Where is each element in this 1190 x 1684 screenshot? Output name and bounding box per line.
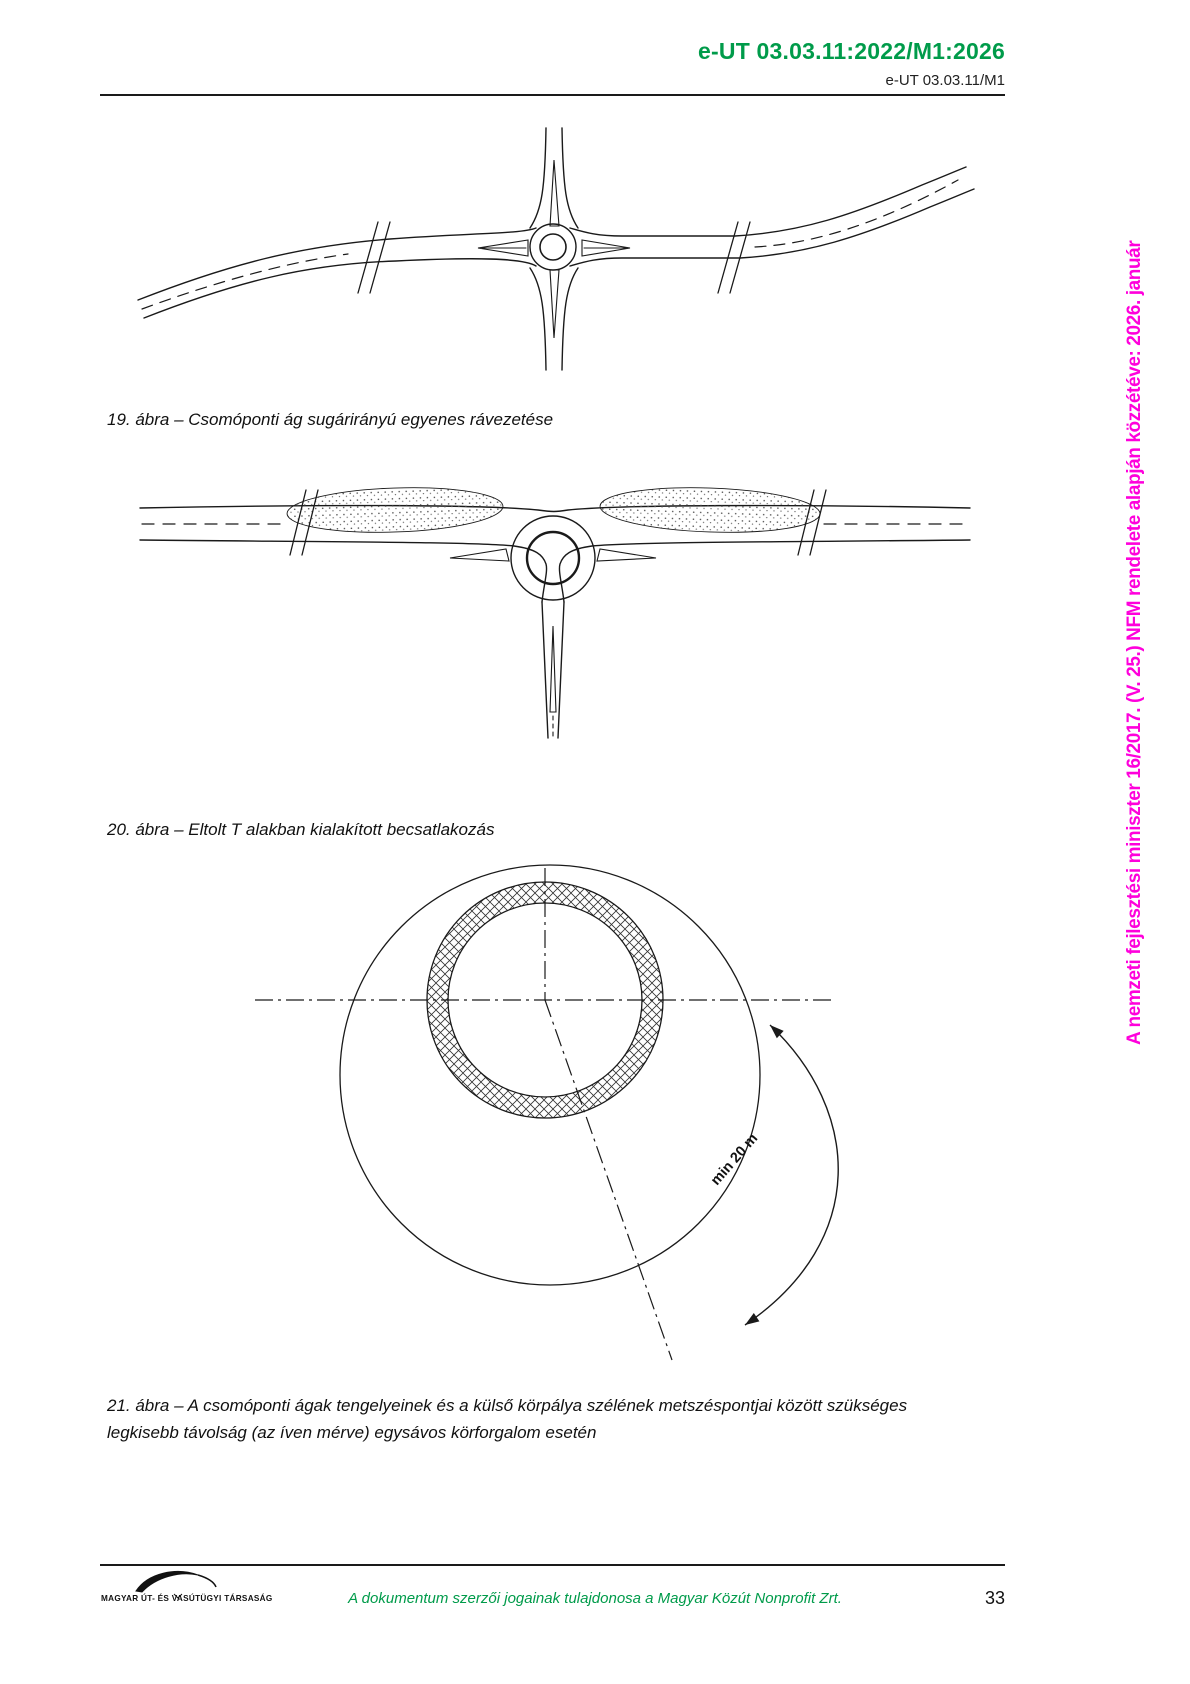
margin-note: A nemzeti fejlesztési miniszter 16/2017. (V. 25.) NFM rendelete alapján közzétéve: 2026. január — [1124, 240, 1145, 1045]
figure-21-min-distance-diagram — [220, 848, 960, 1378]
doc-code: e-UT 03.03.11:2022/M1:2026 — [698, 38, 1005, 64]
header-rule — [100, 94, 1005, 96]
figure-19-caption: 19. ábra – Csomóponti ág sugárirányú egyenes rávezetése — [107, 410, 554, 429]
figure-21-caption: 21. ábra – A csomóponti ágak tengelyeinek és a külső körpálya szélének metszéspontjai között szükséges legkisebb távolság (az íven mérve) egysávos körforgalom esetén — [107, 1396, 908, 1442]
copyright-text: A dokumentum szerzői jogainak tulajdonosa a Magyar Közút Nonprofit Zrt. — [348, 1590, 842, 1607]
figure-19-roundabout-diagram — [90, 118, 1030, 398]
doc-code-small: e-UT 03.03.11/M1 — [885, 72, 1005, 89]
dimension-label: min 20 m — [707, 1130, 762, 1189]
figure-20-caption: 20. ábra – Eltolt T alakban kialakított becsatlakozás — [107, 820, 495, 839]
page-number: 33 — [984, 1588, 1005, 1608]
figure-20-offset-t-diagram — [90, 462, 1030, 762]
association-name: MAGYAR ÚT- ÉS VASÚTÜGYI TÁRSASÁG — [101, 1594, 273, 1603]
footer-rule — [100, 1564, 1005, 1566]
